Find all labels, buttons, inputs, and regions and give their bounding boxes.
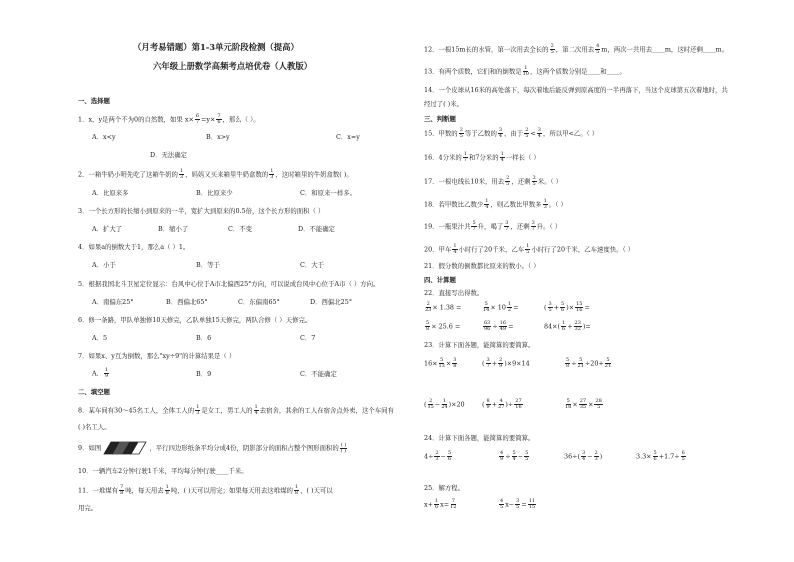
expr-24-3: 36÷( $\frac{3}{4}$ − $\frac{2}{3}$ ) [564, 450, 603, 462]
question-16: 16．4分米的 $\frac{1}{7}$ 和7分米的 $\frac{1}{4}$ 一样长（ ） [424, 151, 540, 163]
q6-option-a[interactable]: A．5 [92, 334, 108, 342]
question-14: 14．一个皮球从16米的高处落下，每次着地后能反弹到原高度的一半再落下，当这个皮球第五次着地时，共 [424, 86, 728, 94]
question-4: 4．如果a的倒数大于1，那么a（ ）1。 [78, 243, 190, 251]
q7-option-c[interactable]: C．不能确定 [300, 370, 337, 378]
expr-24-4: 3.3× $\frac{5}{6}$ +1.7÷ $\frac{6}{5}$ [636, 450, 685, 462]
q4-option-b[interactable]: B．等于 [196, 261, 220, 269]
expr-22-4: $\frac{5}{8}$ × 25.6 = [426, 320, 461, 332]
expr-22-2: $\frac{5}{14}$ × 10 $\frac{1}{2}$ = [483, 301, 519, 313]
section-calc: 四、计算题 [424, 276, 456, 284]
question-9: 9．如图 ，平行四边形纸条平均分成4份，阴影部分的面积占整个图形面积的 $\frac{( )}{( )}$ [78, 441, 347, 454]
question-11: 11．一堆煤有 $\frac{7}{8}$ 吨，每天用去 $\frac{1}{8}$ 吨，( )天可以用完；如果每天用去这堆煤的 $\frac{1}{8}$ ，( )天可以 [78, 484, 333, 496]
q2-option-c[interactable]: C．和原来一样多。 [300, 189, 357, 197]
question-3: 3．一个长方形的长缩小到原来的一半，宽扩大到原来的0.5倍，这个长方形的面积（ ） [78, 207, 325, 215]
q2-option-a[interactable]: A．比原来多 [92, 189, 129, 197]
expr-22-5: $\frac{63}{96}$ ÷ $\frac{16}{49}$ = [484, 320, 514, 332]
question-22: 22．直接写出得数。 [424, 289, 484, 297]
question-2: 2．一箱牛奶小明先吃了这箱牛奶的 $\frac{1}{3}$ ，妈妈又买来箱里牛奶盒数的 $\frac{1}{3}$ ，这时箱里的牛奶盒数( )。 [78, 168, 353, 180]
q3-option-d[interactable]: D．不能确定 [298, 225, 336, 233]
question-15: 15．甲数的 $\frac{2}{5}$ 等于乙数的 $\frac{3}{4}$ ，由于 $\frac{2}{5}$ < $\frac{3}{4}$ ，所以甲<乙。（ ） [424, 127, 599, 139]
expr-23-6: $\frac{5}{18}$ × $\frac{27}{35}$ × $\frac{28}{5}$ [565, 398, 602, 410]
expr-24-1: 4÷ $\frac{2}{3}$ − $\frac{5}{6}$ [424, 450, 452, 462]
q1-option-a[interactable]: A．x<y [92, 133, 116, 141]
question-21: 21．假分数的倒数都比原来的数小。（ ） [424, 262, 540, 270]
question-12: 12．一根15m长的水管，第一次用去全长的 $\frac{2}{5}$ ，第二次用去 $\frac{4}{5}$ m，两次一共用去____m，这时还剩____m。 [424, 43, 729, 55]
equation-25-2: $\frac{4}{5}$ x− $\frac{3}{5}$ = $\frac{11}{15}$ [500, 498, 536, 510]
exam-subtitle: 六年级上册数学高频考点培优卷（人教版） [153, 61, 313, 71]
q1-option-c[interactable]: C．x=y [336, 133, 360, 141]
section-fill: 二、填空题 [78, 388, 110, 396]
q5-option-d[interactable]: D．西偏北25° [310, 298, 353, 306]
question-6: 6．修一条路，甲队单独修10天修完，乙队单独15天修完，两队合修（ ）天修完。 [78, 316, 312, 324]
question-20: 20．甲车 $\frac{1}{4}$ 小时行了20千米，乙车 $\frac{1}{5}$ 小时行了20千米，乙车速度快。（ ） [424, 243, 635, 255]
question-25: 25．解方程。 [424, 484, 465, 492]
parallelogram-strip-figure [103, 441, 147, 455]
question-8: 8．某车间有30～45名工人，全体工人的 $\frac{1}{3}$ 是女工，男工人的 $\frac{1}{4}$ 去宿舍，其余的工人在宿舍点外卖，这个车间有 [78, 404, 394, 416]
question-13: 13．有两个质数，它们和的倒数是 $\frac{1}{10}$ ，这两个质数分别是____和____。 [424, 65, 626, 77]
q6-option-c[interactable]: C．7 [300, 334, 316, 342]
question-18: 18．若甲数比乙数少 $\frac{1}{4}$ ，则乙数比甲数多 $\frac{1}{3}$ 。（ ） [424, 198, 567, 210]
q5-option-b[interactable]: B．西偏北65° [166, 298, 208, 306]
question-10: 10．一辆汽车2分钟行驶1千米，平均每分钟行驶____千米。 [78, 467, 248, 475]
expr-22-1: $\frac{2}{23}$ × 1.38 = [425, 301, 462, 313]
question-24: 24．计算下面各题，能简算的要简算。 [424, 434, 535, 442]
question-11-cont: 用完。 [78, 504, 98, 512]
question-1: 1．x，y是两个不为0的自然数，如果 x× $\frac{6}{7}$ =y× $\frac{7}{6}$ ，那么（ ）。 [78, 113, 260, 125]
q5-option-c[interactable]: C．东偏南65° [238, 298, 280, 306]
q4-option-c[interactable]: C．大于 [300, 261, 325, 269]
expr-23-5: ( $\frac{8}{9}$ + $\frac{4}{27}$ )÷ $\frac{27}{16}$ [482, 398, 522, 410]
section-choice: 一、选择题 [78, 97, 110, 105]
expr-22-3: ( $\frac{3}{5}$ + $\frac{5}{6}$ )× $\frac{15}{16}$ = [544, 301, 590, 313]
q7-option-b[interactable]: B．9 [196, 370, 212, 378]
exam-title: （月考易错题）第1-3单元阶段检测（提高） [133, 42, 299, 52]
expr-23-3: $\frac{5}{8}$ ÷ $\frac{5}{21}$ ÷20+ $\frac{5}{21}$ [566, 357, 612, 369]
expr-23-1: 16× $\frac{5}{13}$ × $\frac{3}{8}$ [424, 357, 457, 369]
q6-option-b[interactable]: B．6 [196, 334, 212, 342]
question-7: 7．如果x、y互为倒数，那么"xy÷9"的计算结果是（ ） [78, 352, 236, 360]
expr-23-2: ( $\frac{3}{7}$ + $\frac{2}{9}$ )×9×14 [482, 357, 530, 369]
q3-option-b[interactable]: B．缩小了 [158, 225, 189, 233]
question-5: 5．根据我国北斗卫星定位显示：台风中心位于A市北偏西25°方向，可以说成台风中心位于A市（ ）方向。 [78, 280, 380, 288]
expr-22-6: 84×( $\frac{1}{6}$ + $\frac{23}{32}$ )= [544, 320, 591, 332]
q5-option-a[interactable]: A．南偏东25° [92, 298, 134, 306]
expr-24-2: $\frac{4}{9}$ ÷ $\frac{5}{4}$ − $\frac{5}{5}$ [500, 450, 529, 462]
question-14-cont: 经过了( )米。 [424, 100, 463, 108]
expr-23-4: ( $\frac{2}{15}$ − $\frac{1}{24}$ )×20 [424, 398, 465, 410]
question-23: 23．计算下面各题，能简算的要简算。 [424, 341, 535, 349]
section-judge: 三、判断题 [424, 115, 456, 123]
q7-option-a[interactable]: A． $\frac{1}{9}$ [92, 367, 109, 379]
question-8-cont: ( )名工人。 [78, 423, 111, 431]
q4-option-a[interactable]: A．小于 [92, 261, 116, 269]
q1-option-d[interactable]: D．无法确定 [150, 151, 188, 159]
q1-option-b[interactable]: B．x>y [206, 133, 230, 141]
q3-option-a[interactable]: A．扩大了 [92, 225, 123, 233]
q3-option-c[interactable]: C．不变 [228, 225, 253, 233]
question-17: 17．一根电线长10米，用去 $\frac{2}{5}$ ，还剩 $\frac{3}{5}$ 米。（ ） [424, 175, 563, 187]
equation-25-1: x+ $\frac{1}{6}$ x= $\frac{7}{12}$ [424, 498, 457, 510]
question-19: 19．一瓶果汁共 $\frac{5}{7}$ 升，喝了 $\frac{3}{7}$ ，还剩 $\frac{3}{7}$ 升。（ ） [424, 220, 562, 232]
q2-option-b[interactable]: B．比原来少 [196, 189, 233, 197]
